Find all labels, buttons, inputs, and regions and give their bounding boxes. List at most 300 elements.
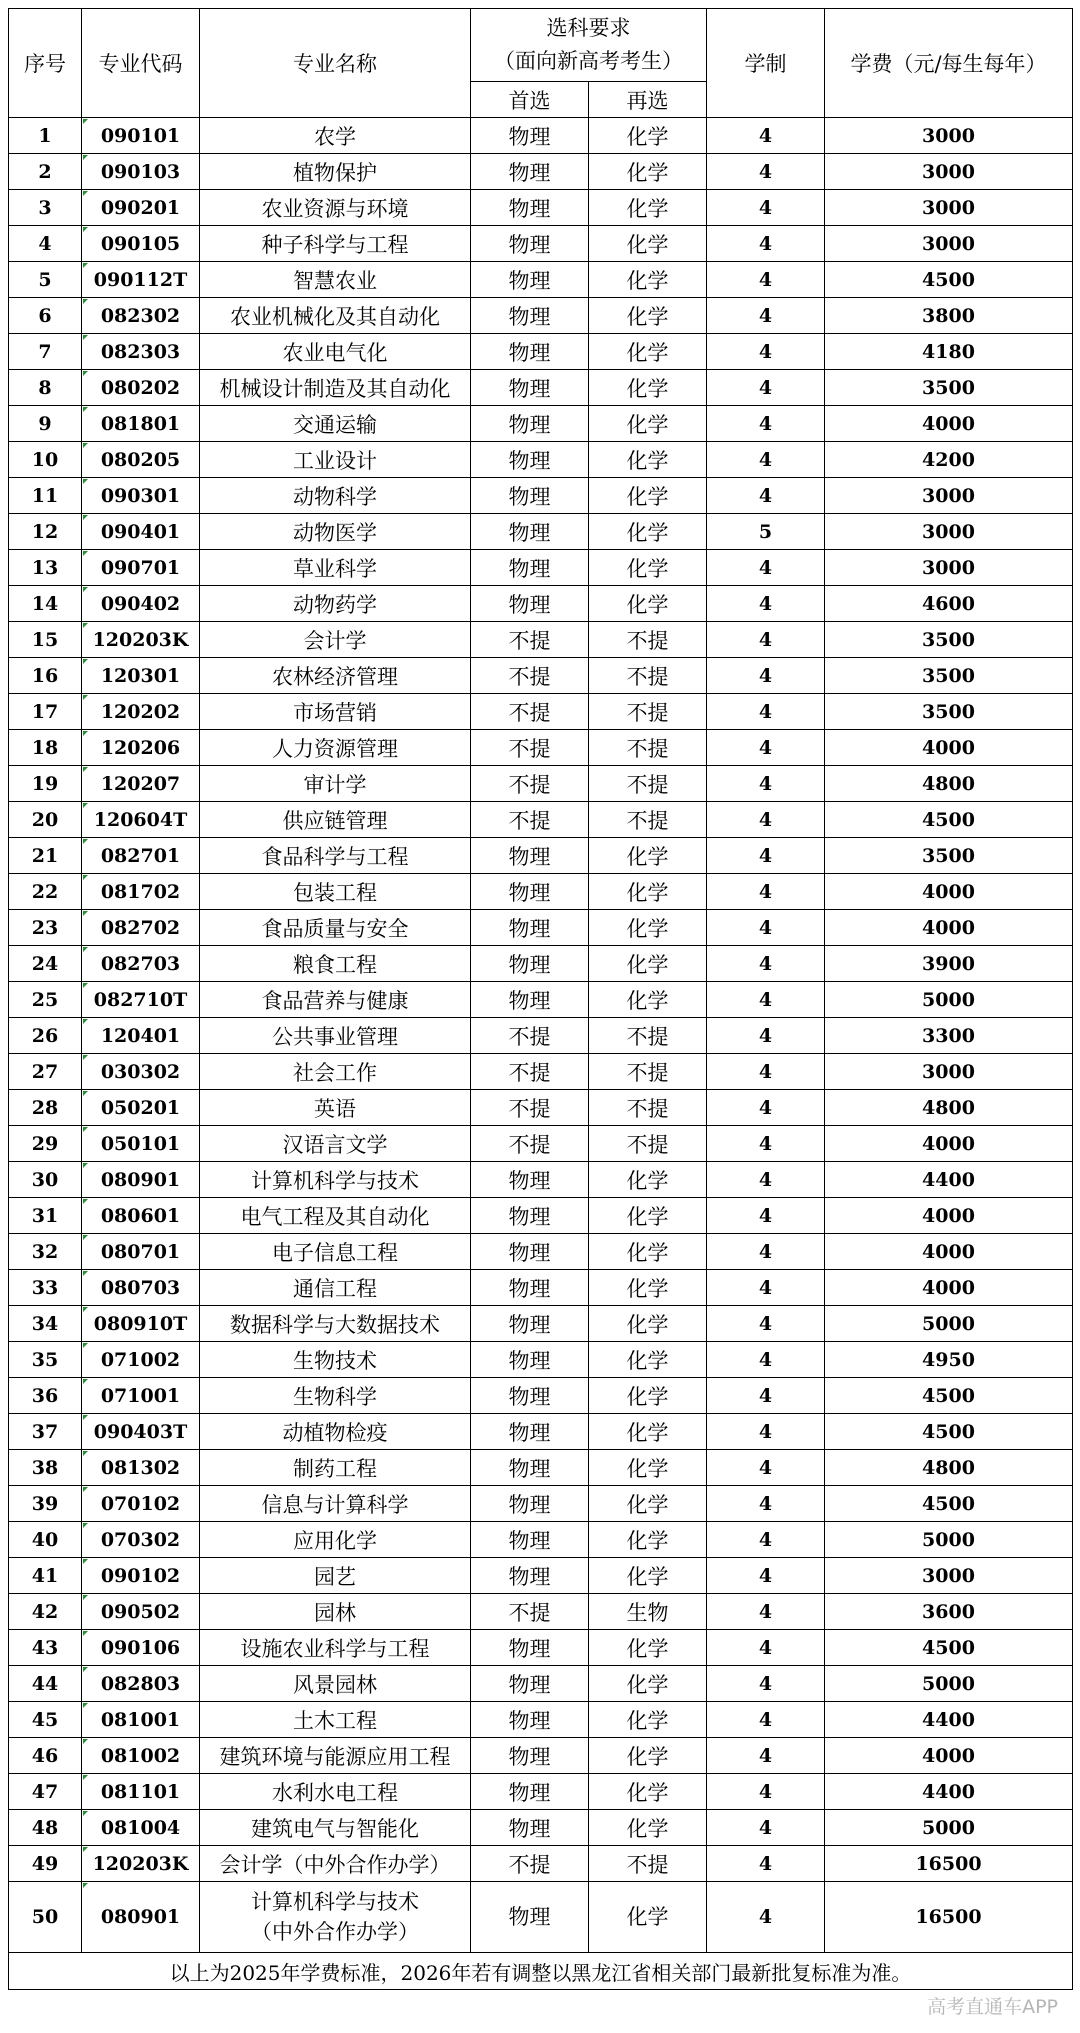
cell-code: 090102 — [82, 1558, 200, 1594]
cell-first-choice: 物理 — [471, 1270, 589, 1306]
cell-first-choice: 物理 — [471, 154, 589, 190]
cell-first-choice: 不提 — [471, 1846, 589, 1882]
table-row — [9, 226, 1073, 262]
cell-years: 4 — [707, 1702, 825, 1738]
cell-first-choice: 物理 — [471, 1738, 589, 1774]
cell-code: 090112T — [82, 262, 200, 298]
cell-years: 4 — [707, 1126, 825, 1162]
cell-name: 包装工程 — [200, 874, 471, 910]
cell-name: 动物医学 — [200, 514, 471, 550]
cell-second-choice: 不提 — [589, 766, 707, 802]
cell-name: 社会工作 — [200, 1054, 471, 1090]
table-row — [9, 1522, 1073, 1558]
cell-code: 090502 — [82, 1594, 200, 1630]
cell-code: 090301 — [82, 478, 200, 514]
cell-code: 120301 — [82, 658, 200, 694]
cell-fee: 4000 — [825, 406, 1073, 442]
cell-second-choice: 不提 — [589, 730, 707, 766]
header-second-choice: 再选 — [589, 82, 707, 118]
cell-name: 汉语言文学 — [200, 1126, 471, 1162]
cell-second-choice: 化学 — [589, 226, 707, 262]
cell-no: 34 — [9, 1306, 82, 1342]
cell-name: 数据科学与大数据技术 — [200, 1306, 471, 1342]
cell-name: 农学 — [200, 118, 471, 154]
cell-second-choice: 不提 — [589, 622, 707, 658]
cell-years: 4 — [707, 730, 825, 766]
cell-first-choice: 物理 — [471, 1882, 589, 1953]
cell-no: 4 — [9, 226, 82, 262]
cell-first-choice: 物理 — [471, 586, 589, 622]
table-row — [9, 1054, 1073, 1090]
cell-second-choice: 化学 — [589, 298, 707, 334]
cell-first-choice: 物理 — [471, 442, 589, 478]
cell-name: 生物技术 — [200, 1342, 471, 1378]
table-row — [9, 1738, 1073, 1774]
table-row — [9, 586, 1073, 622]
cell-years: 4 — [707, 1378, 825, 1414]
cell-no: 28 — [9, 1090, 82, 1126]
cell-second-choice: 不提 — [589, 658, 707, 694]
cell-name: 动物药学 — [200, 586, 471, 622]
cell-no: 5 — [9, 262, 82, 298]
cell-name: 通信工程 — [200, 1270, 471, 1306]
header-subject-requirement — [471, 9, 707, 82]
cell-code: 080202 — [82, 370, 200, 406]
cell-name: 电子信息工程 — [200, 1234, 471, 1270]
cell-code: 070102 — [82, 1486, 200, 1522]
cell-years: 4 — [707, 802, 825, 838]
cell-second-choice: 不提 — [589, 1126, 707, 1162]
table-row — [9, 1882, 1073, 1953]
table-row — [9, 1090, 1073, 1126]
cell-second-choice: 化学 — [589, 1342, 707, 1378]
cell-no: 45 — [9, 1702, 82, 1738]
cell-fee: 3500 — [825, 622, 1073, 658]
cell-second-choice: 化学 — [589, 1450, 707, 1486]
header-subject-requirement-line1: 选科要求 — [546, 16, 631, 40]
cell-second-choice: 化学 — [589, 1414, 707, 1450]
cell-fee: 3500 — [825, 838, 1073, 874]
cell-first-choice: 物理 — [471, 1378, 589, 1414]
cell-code: 120401 — [82, 1018, 200, 1054]
cell-second-choice: 化学 — [589, 1234, 707, 1270]
header-first-choice: 首选 — [471, 82, 589, 118]
cell-second-choice: 化学 — [589, 1522, 707, 1558]
table-row — [9, 982, 1073, 1018]
cell-no: 41 — [9, 1558, 82, 1594]
cell-years: 4 — [707, 1414, 825, 1450]
cell-years: 4 — [707, 226, 825, 262]
cell-no: 19 — [9, 766, 82, 802]
cell-second-choice: 化学 — [589, 946, 707, 982]
cell-no: 22 — [9, 874, 82, 910]
table-row — [9, 1126, 1073, 1162]
cell-years: 5 — [707, 514, 825, 550]
cell-code: 081002 — [82, 1738, 200, 1774]
cell-years: 4 — [707, 946, 825, 982]
cell-first-choice: 不提 — [471, 622, 589, 658]
cell-no: 16 — [9, 658, 82, 694]
cell-first-choice: 物理 — [471, 1486, 589, 1522]
cell-first-choice: 物理 — [471, 982, 589, 1018]
cell-first-choice: 物理 — [471, 370, 589, 406]
table-row — [9, 838, 1073, 874]
cell-fee: 4500 — [825, 1630, 1073, 1666]
cell-code: 080901 — [82, 1162, 200, 1198]
table-row — [9, 802, 1073, 838]
cell-fee: 4000 — [825, 910, 1073, 946]
cell-no: 8 — [9, 370, 82, 406]
cell-years: 4 — [707, 1342, 825, 1378]
cell-first-choice: 物理 — [471, 1702, 589, 1738]
cell-years: 4 — [707, 1594, 825, 1630]
cell-code: 080703 — [82, 1270, 200, 1306]
cell-no: 1 — [9, 118, 82, 154]
table-row — [9, 1630, 1073, 1666]
cell-second-choice: 化学 — [589, 478, 707, 514]
cell-fee: 16500 — [825, 1846, 1073, 1882]
cell-name: 审计学 — [200, 766, 471, 802]
cell-second-choice: 不提 — [589, 1846, 707, 1882]
cell-no: 37 — [9, 1414, 82, 1450]
table-row — [9, 622, 1073, 658]
table-row — [9, 298, 1073, 334]
cell-name: 土木工程 — [200, 1702, 471, 1738]
cell-fee: 3600 — [825, 1594, 1073, 1630]
table-row — [9, 262, 1073, 298]
cell-second-choice: 化学 — [589, 1666, 707, 1702]
cell-fee: 4500 — [825, 1414, 1073, 1450]
table-body — [9, 118, 1073, 1882]
table-row — [9, 1846, 1073, 1882]
cell-no: 35 — [9, 1342, 82, 1378]
cell-no: 9 — [9, 406, 82, 442]
cell-years: 4 — [707, 1162, 825, 1198]
cell-name: 动物科学 — [200, 478, 471, 514]
cell-first-choice: 物理 — [471, 1522, 589, 1558]
table-row — [9, 874, 1073, 910]
cell-no: 43 — [9, 1630, 82, 1666]
cell-code: 080901 — [82, 1882, 200, 1953]
cell-name: 水利水电工程 — [200, 1774, 471, 1810]
table-row — [9, 1774, 1073, 1810]
cell-second-choice: 化学 — [589, 1270, 707, 1306]
cell-first-choice: 物理 — [471, 406, 589, 442]
cell-first-choice: 物理 — [471, 910, 589, 946]
cell-years: 4 — [707, 370, 825, 406]
cell-no: 21 — [9, 838, 82, 874]
cell-no: 13 — [9, 550, 82, 586]
cell-first-choice: 物理 — [471, 550, 589, 586]
table-row — [9, 694, 1073, 730]
cell-name: 食品科学与工程 — [200, 838, 471, 874]
cell-code: 082702 — [82, 910, 200, 946]
cell-fee: 3000 — [825, 514, 1073, 550]
table-row — [9, 1486, 1073, 1522]
cell-fee: 4400 — [825, 1774, 1073, 1810]
cell-no: 18 — [9, 730, 82, 766]
cell-second-choice: 化学 — [589, 1162, 707, 1198]
table-row — [9, 1450, 1073, 1486]
cell-first-choice: 物理 — [471, 262, 589, 298]
table-row — [9, 1594, 1073, 1630]
header-no: 序号 — [9, 9, 82, 118]
cell-name: 英语 — [200, 1090, 471, 1126]
table-row — [9, 1666, 1073, 1702]
cell-second-choice: 化学 — [589, 190, 707, 226]
cell-fee: 3300 — [825, 1018, 1073, 1054]
cell-years: 4 — [707, 1018, 825, 1054]
cell-first-choice: 物理 — [471, 1306, 589, 1342]
cell-code: 081001 — [82, 1702, 200, 1738]
cell-first-choice: 不提 — [471, 730, 589, 766]
cell-no: 49 — [9, 1846, 82, 1882]
cell-code: 090402 — [82, 586, 200, 622]
cell-first-choice: 不提 — [471, 694, 589, 730]
cell-fee: 5000 — [825, 1810, 1073, 1846]
cell-name: 公共事业管理 — [200, 1018, 471, 1054]
cell-name: 设施农业科学与工程 — [200, 1630, 471, 1666]
cell-second-choice: 化学 — [589, 1774, 707, 1810]
cell-no: 6 — [9, 298, 82, 334]
cell-first-choice: 物理 — [471, 946, 589, 982]
cell-second-choice: 不提 — [589, 1054, 707, 1090]
cell-name: 智慧农业 — [200, 262, 471, 298]
cell-fee: 3000 — [825, 226, 1073, 262]
table-row — [9, 1018, 1073, 1054]
cell-code: 050101 — [82, 1126, 200, 1162]
cell-second-choice: 化学 — [589, 514, 707, 550]
cell-name: 食品营养与健康 — [200, 982, 471, 1018]
header-subject-requirement-line2: （面向新高考考生） — [494, 49, 683, 73]
cell-no: 25 — [9, 982, 82, 1018]
cell-name: 园林 — [200, 1594, 471, 1630]
cell-no: 48 — [9, 1810, 82, 1846]
cell-second-choice: 生物 — [589, 1594, 707, 1630]
cell-second-choice: 化学 — [589, 406, 707, 442]
table-row — [9, 154, 1073, 190]
cell-first-choice: 物理 — [471, 1630, 589, 1666]
cell-code: 082302 — [82, 298, 200, 334]
header-fee: 学费（元/每生每年） — [825, 9, 1073, 118]
cell-second-choice: 化学 — [589, 586, 707, 622]
cell-name: 生物科学 — [200, 1378, 471, 1414]
cell-years: 4 — [707, 910, 825, 946]
watermark-text: 高考直通车APP — [927, 1996, 1058, 2018]
cell-second-choice: 化学 — [589, 874, 707, 910]
cell-years: 4 — [707, 154, 825, 190]
cell-code: 081702 — [82, 874, 200, 910]
cell-code: 120604T — [82, 802, 200, 838]
cell-code: 071002 — [82, 1342, 200, 1378]
cell-no: 30 — [9, 1162, 82, 1198]
cell-code: 080601 — [82, 1198, 200, 1234]
table-row — [9, 766, 1073, 802]
table-row — [9, 118, 1073, 154]
cell-no: 32 — [9, 1234, 82, 1270]
cell-years: 4 — [707, 1270, 825, 1306]
cell-fee: 4800 — [825, 1450, 1073, 1486]
cell-second-choice: 化学 — [589, 154, 707, 190]
cell-code: 120202 — [82, 694, 200, 730]
table-row — [9, 1234, 1073, 1270]
cell-fee: 4500 — [825, 1378, 1073, 1414]
cell-years: 4 — [707, 1090, 825, 1126]
cell-years: 4 — [707, 1522, 825, 1558]
table-row — [9, 1198, 1073, 1234]
cell-second-choice: 化学 — [589, 1486, 707, 1522]
cell-code: 070302 — [82, 1522, 200, 1558]
cell-first-choice: 不提 — [471, 1594, 589, 1630]
cell-code: 120206 — [82, 730, 200, 766]
cell-years: 4 — [707, 262, 825, 298]
cell-code: 030302 — [82, 1054, 200, 1090]
cell-years: 4 — [707, 1306, 825, 1342]
cell-years: 4 — [707, 874, 825, 910]
cell-first-choice: 物理 — [471, 1234, 589, 1270]
table-row — [9, 514, 1073, 550]
cell-no: 10 — [9, 442, 82, 478]
cell-fee: 16500 — [825, 1882, 1073, 1953]
cell-first-choice: 物理 — [471, 1450, 589, 1486]
cell-second-choice: 化学 — [589, 1702, 707, 1738]
cell-fee: 3000 — [825, 118, 1073, 154]
table-row — [9, 1702, 1073, 1738]
cell-no: 11 — [9, 478, 82, 514]
cell-first-choice: 物理 — [471, 1774, 589, 1810]
cell-no: 40 — [9, 1522, 82, 1558]
cell-second-choice: 化学 — [589, 1198, 707, 1234]
cell-second-choice: 化学 — [589, 118, 707, 154]
table-row — [9, 658, 1073, 694]
cell-first-choice: 物理 — [471, 1198, 589, 1234]
cell-code: 082703 — [82, 946, 200, 982]
cell-second-choice: 化学 — [589, 1630, 707, 1666]
cell-name: 风景园林 — [200, 1666, 471, 1702]
major-fee-table — [8, 8, 1073, 1990]
table-row — [9, 1270, 1073, 1306]
cell-no: 14 — [9, 586, 82, 622]
cell-first-choice: 物理 — [471, 334, 589, 370]
cell-fee: 4000 — [825, 1126, 1073, 1162]
cell-no: 27 — [9, 1054, 82, 1090]
cell-code: 082303 — [82, 334, 200, 370]
cell-fee: 4500 — [825, 802, 1073, 838]
cell-name: 机械设计制造及其自动化 — [200, 370, 471, 406]
cell-fee: 4000 — [825, 1234, 1073, 1270]
cell-first-choice: 物理 — [471, 1342, 589, 1378]
table-row — [9, 1306, 1073, 1342]
table-row — [9, 478, 1073, 514]
cell-fee: 4200 — [825, 442, 1073, 478]
table-row — [9, 406, 1073, 442]
cell-name: 农业机械化及其自动化 — [200, 298, 471, 334]
cell-fee: 3000 — [825, 1054, 1073, 1090]
cell-code: 082710T — [82, 982, 200, 1018]
table-body-last — [9, 1882, 1073, 1953]
cell-second-choice: 化学 — [589, 1810, 707, 1846]
cell-second-choice: 化学 — [589, 262, 707, 298]
table-row — [9, 1342, 1073, 1378]
cell-fee: 4000 — [825, 1198, 1073, 1234]
cell-first-choice: 物理 — [471, 838, 589, 874]
cell-fee: 4600 — [825, 586, 1073, 622]
cell-fee: 5000 — [825, 1306, 1073, 1342]
cell-name: 电气工程及其自动化 — [200, 1198, 471, 1234]
cell-years: 4 — [707, 190, 825, 226]
cell-code: 082803 — [82, 1666, 200, 1702]
cell-first-choice: 物理 — [471, 514, 589, 550]
table-row — [9, 1558, 1073, 1594]
cell-years: 4 — [707, 658, 825, 694]
cell-name: 建筑电气与智能化 — [200, 1810, 471, 1846]
cell-code: 080910T — [82, 1306, 200, 1342]
cell-years: 4 — [707, 1774, 825, 1810]
cell-first-choice: 不提 — [471, 658, 589, 694]
cell-second-choice: 化学 — [589, 334, 707, 370]
cell-years: 4 — [707, 550, 825, 586]
cell-first-choice: 不提 — [471, 766, 589, 802]
cell-name: 市场营销 — [200, 694, 471, 730]
cell-code: 120207 — [82, 766, 200, 802]
cell-fee: 4800 — [825, 1090, 1073, 1126]
cell-name: 会计学（中外合作办学） — [200, 1846, 471, 1882]
cell-second-choice: 化学 — [589, 370, 707, 406]
cell-no: 3 — [9, 190, 82, 226]
cell-years: 4 — [707, 1054, 825, 1090]
cell-name: 动植物检疫 — [200, 1414, 471, 1450]
cell-first-choice: 物理 — [471, 1558, 589, 1594]
cell-first-choice: 物理 — [471, 298, 589, 334]
cell-code: 120203K — [82, 622, 200, 658]
cell-name-line1: 计算机科学与技术 — [251, 1890, 419, 1914]
cell-second-choice: 化学 — [589, 982, 707, 1018]
cell-code: 090701 — [82, 550, 200, 586]
cell-code: 090401 — [82, 514, 200, 550]
cell-name: 人力资源管理 — [200, 730, 471, 766]
cell-second-choice: 化学 — [589, 838, 707, 874]
table-row — [9, 1414, 1073, 1450]
cell-years: 4 — [707, 1810, 825, 1846]
header-code: 专业代码 — [82, 9, 200, 118]
cell-fee: 3800 — [825, 298, 1073, 334]
cell-name — [200, 1882, 471, 1953]
cell-second-choice: 不提 — [589, 1090, 707, 1126]
cell-second-choice: 化学 — [589, 1558, 707, 1594]
cell-first-choice: 物理 — [471, 118, 589, 154]
cell-name: 食品质量与安全 — [200, 910, 471, 946]
cell-fee: 4950 — [825, 1342, 1073, 1378]
cell-fee: 4400 — [825, 1162, 1073, 1198]
cell-code: 090101 — [82, 118, 200, 154]
cell-years: 4 — [707, 1846, 825, 1882]
cell-no: 2 — [9, 154, 82, 190]
cell-years: 4 — [707, 1882, 825, 1953]
cell-first-choice: 物理 — [471, 478, 589, 514]
cell-name: 农林经济管理 — [200, 658, 471, 694]
cell-no: 50 — [9, 1882, 82, 1953]
cell-fee: 3500 — [825, 370, 1073, 406]
cell-years: 4 — [707, 478, 825, 514]
cell-second-choice: 不提 — [589, 694, 707, 730]
cell-no: 47 — [9, 1774, 82, 1810]
cell-code: 090106 — [82, 1630, 200, 1666]
cell-second-choice: 化学 — [589, 910, 707, 946]
table-row — [9, 370, 1073, 406]
cell-fee: 4180 — [825, 334, 1073, 370]
cell-first-choice: 物理 — [471, 874, 589, 910]
cell-name-line2: （中外合作办学） — [251, 1920, 419, 1944]
